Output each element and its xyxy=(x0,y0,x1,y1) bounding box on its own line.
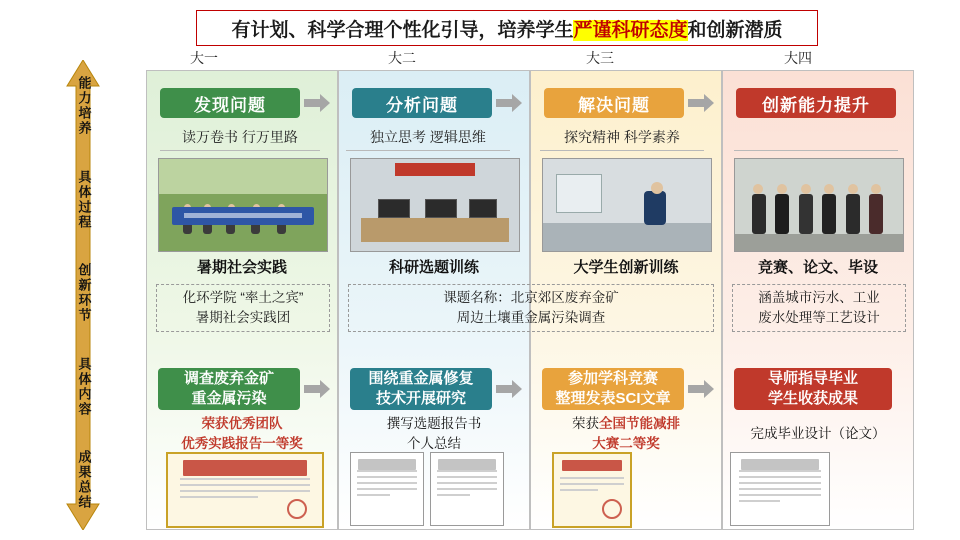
right-arrow-icon xyxy=(496,380,522,398)
sub-caption-year3: 探究精神 科学素养 xyxy=(540,124,704,151)
stage-pill-year1[interactable]: 发现问题 xyxy=(160,88,300,118)
detail-line: 课题名称：北京郊区废弃金矿 xyxy=(443,289,619,305)
detail-box-year2-3 xyxy=(348,284,714,332)
year-header-2: 大二 xyxy=(388,50,416,66)
photo-field-practice xyxy=(158,158,328,252)
action-line: 参加学科竞赛 xyxy=(567,369,658,387)
action-line: 导师指导毕业 xyxy=(767,369,858,387)
action-line: 围绕重金属修复 xyxy=(368,369,474,387)
detail-line: 周边土壤重金属污染调查 xyxy=(456,310,606,325)
action-pill-year2[interactable] xyxy=(350,368,492,410)
photo-caption-year3: 大学生创新训练 xyxy=(573,258,679,276)
detail-box-year1 xyxy=(156,284,330,332)
right-arrow-icon xyxy=(688,94,714,112)
title-prefix: 有计划、科学合理个性化引导，培养学生 xyxy=(231,19,574,41)
right-arrow-icon xyxy=(304,380,330,398)
result-prefix: 荣获 xyxy=(572,415,599,431)
axis-label-3: 具体内容 xyxy=(76,356,92,417)
action-line: 调查废弃金矿 xyxy=(183,369,274,387)
axis-label-1: 具体过程 xyxy=(76,169,92,230)
action-pill-year3[interactable] xyxy=(542,368,684,410)
photo-caption-year2: 科研选题训练 xyxy=(388,258,479,276)
axis-label-4: 成果总结 xyxy=(76,450,92,510)
year-header-4: 大四 xyxy=(784,50,812,66)
action-pill-year1[interactable] xyxy=(158,368,300,410)
result-year2 xyxy=(344,414,524,454)
sub-caption-year4 xyxy=(734,124,898,151)
stage-pill-year4[interactable]: 创新能力提升 xyxy=(736,88,896,118)
year-header-1: 大一 xyxy=(190,50,218,66)
action-line: 重金属污染 xyxy=(191,390,267,407)
photo-caption-year1: 暑期社会实践 xyxy=(196,258,287,276)
result-year3 xyxy=(536,414,716,454)
stage-pill-year2[interactable]: 分析问题 xyxy=(352,88,492,118)
detail-box-year4 xyxy=(732,284,906,332)
result-line: 个人总结 xyxy=(407,436,461,451)
report-document-1 xyxy=(350,452,424,526)
detail-line: 涵盖城市污水、工业 xyxy=(758,289,880,305)
photo-thesis-defense xyxy=(350,158,520,252)
photo-lab-microscope xyxy=(542,158,712,252)
certificate-honor xyxy=(166,452,324,528)
result-line: 荣获优秀团队 xyxy=(201,415,283,431)
result-highlight-2: 大赛二等奖 xyxy=(592,436,660,451)
right-arrow-icon xyxy=(496,94,522,112)
title-suffix: 和创新潜质 xyxy=(687,19,783,41)
result-line: 完成毕业设计（论文） xyxy=(750,425,886,441)
certificate-competition xyxy=(552,452,632,528)
photo-award-group xyxy=(734,158,904,252)
detail-line: 废水处理等工艺设计 xyxy=(758,310,880,325)
title-highlight: 严谨科研态度 xyxy=(573,19,688,41)
photo-caption-year4: 竞赛、论文、毕设 xyxy=(757,258,878,276)
result-line: 撰写选题报告书 xyxy=(386,415,482,431)
action-line: 学生收获成果 xyxy=(767,390,858,407)
detail-line: 暑期社会实践团 xyxy=(195,310,291,325)
result-line: 优秀实践报告一等奖 xyxy=(181,436,303,451)
right-arrow-icon xyxy=(688,380,714,398)
sub-caption-year2: 独立思考 逻辑思维 xyxy=(346,124,510,151)
detail-line: 化环学院 “率土之宾” xyxy=(182,289,304,305)
thesis-document xyxy=(730,452,830,526)
year-header-3: 大三 xyxy=(586,50,614,66)
action-line: 整理发表SCI文章 xyxy=(555,390,671,407)
axis-label-2: 创新环节 xyxy=(76,263,92,323)
result-year4 xyxy=(728,414,908,454)
right-arrow-icon xyxy=(304,94,330,112)
sub-caption-year1: 读万卷书 行万里路 xyxy=(160,124,320,151)
result-year1 xyxy=(152,414,332,454)
stage-pill-year3[interactable]: 解决问题 xyxy=(544,88,684,118)
page-title xyxy=(196,10,818,46)
axis-label-0: 能力培养 xyxy=(76,76,92,136)
page-title-text xyxy=(231,15,782,42)
result-highlight: 全国节能减排 xyxy=(599,415,680,431)
report-document-2 xyxy=(430,452,504,526)
left-axis-labels xyxy=(72,62,96,528)
action-line: 技术开展研究 xyxy=(375,390,466,407)
action-pill-year4[interactable] xyxy=(734,368,892,410)
